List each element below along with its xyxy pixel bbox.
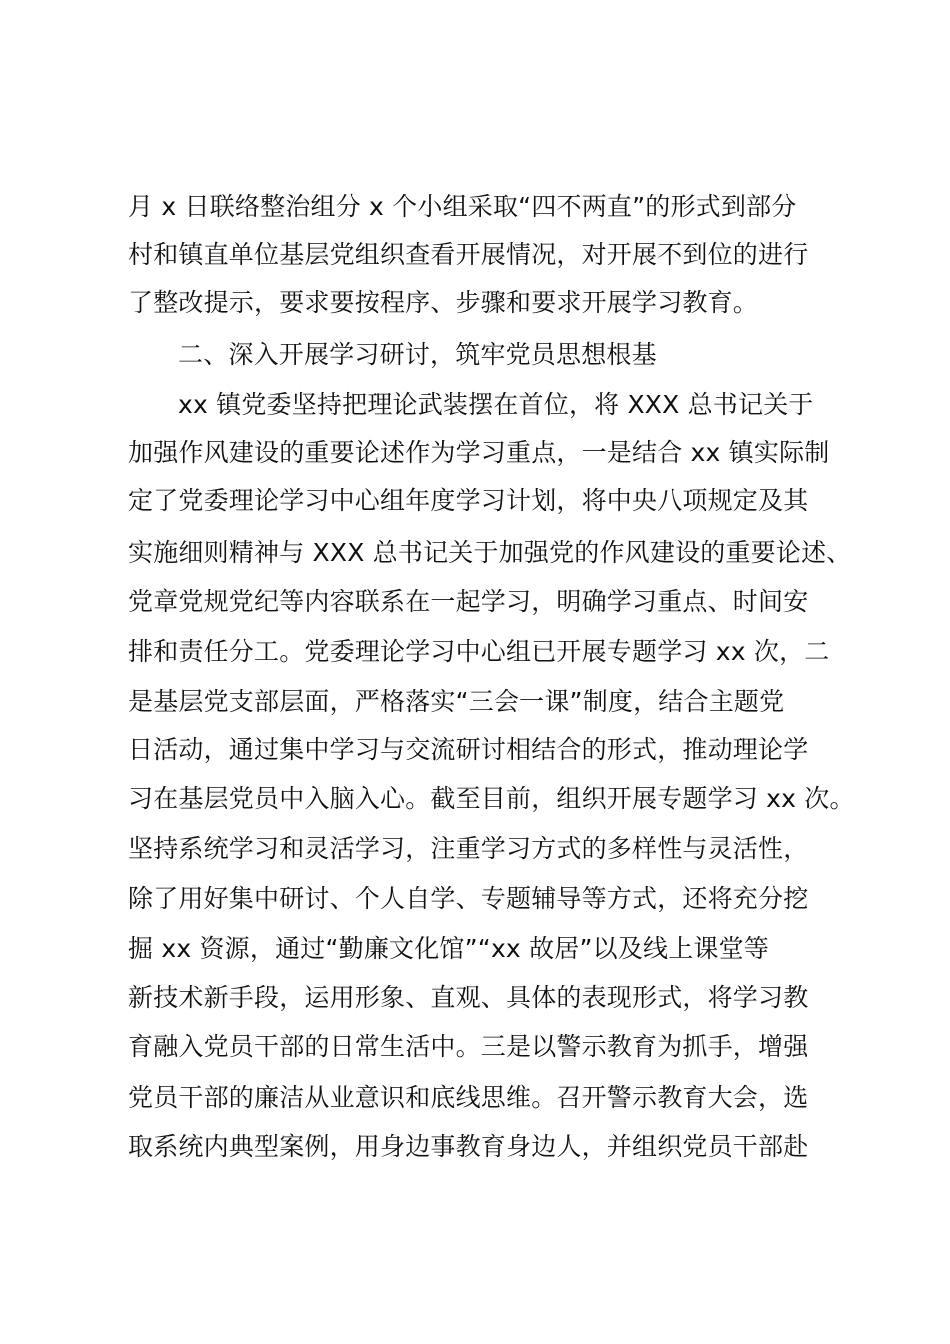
body-line-19: 党员干部的廉洁从业意识和底线思维。召开警示教育大会，选	[128, 1083, 809, 1112]
section-heading: 二、深入开展学习研讨，筑牢党员思想根基	[178, 340, 657, 369]
body-line-18: 育融入党员干部的日常生活中。三是以警示教育为抓手，增强	[128, 1032, 809, 1061]
body-line-1: 月 x 日联络整治组分 x 个小组采取“四不两直”的形式到部分	[128, 192, 797, 221]
body-line-17: 新技术新手段，运用形象、直观、具体的表现形式，将学习教	[128, 983, 809, 1012]
body-line-7: 定了党委理论学习中心组年度学习计划，将中央八项规定及其	[128, 486, 809, 515]
body-line-6: 加强作风建设的重要论述作为学习重点，一是结合 xx 镇实际制	[128, 438, 830, 467]
body-line-9: 党章党规党纪等内容联系在一起学习，明确学习重点、时间安	[128, 587, 809, 616]
paragraph-first-line: xx 镇党委坚持把理论武装摆在首位，将 XXX 总书记关于	[178, 390, 814, 419]
body-line-8: 实施细则精神与 XXX 总书记关于加强党的作风建设的重要论述、	[128, 538, 852, 567]
body-line-14: 坚持系统学习和灵活学习，注重学习方式的多样性与灵活性，	[128, 834, 809, 863]
body-line-11: 是基层党支部层面，严格落实“三会一课”制度，结合主题党	[128, 687, 785, 716]
body-line-16: 掘 xx 资源，通过“勤廉文化馆”“xx 故居”以及线上课堂等	[128, 934, 770, 963]
body-line-20: 取系统内典型案例，用身边事教育身边人，并组织党员干部赴	[128, 1132, 809, 1161]
body-line-13: 习在基层党员中入脑入心。截至目前，组织开展专题学习 xx 次。	[128, 784, 855, 813]
body-line-3: 了整改提示，要求要按程序、步骤和要求开展学习教育。	[128, 288, 759, 317]
body-line-2: 村和镇直单位基层党组织查看开展情况，对开展不到位的进行	[128, 240, 809, 269]
body-line-12: 日活动，通过集中学习与交流研讨相结合的形式，推动理论学	[128, 735, 809, 764]
body-line-10: 排和责任分工。党委理论学习中心组已开展专题学习 xx 次，二	[128, 637, 830, 666]
body-line-15: 除了用好集中研讨、个人自学、专题辅导等方式，还将充分挖	[128, 884, 809, 913]
